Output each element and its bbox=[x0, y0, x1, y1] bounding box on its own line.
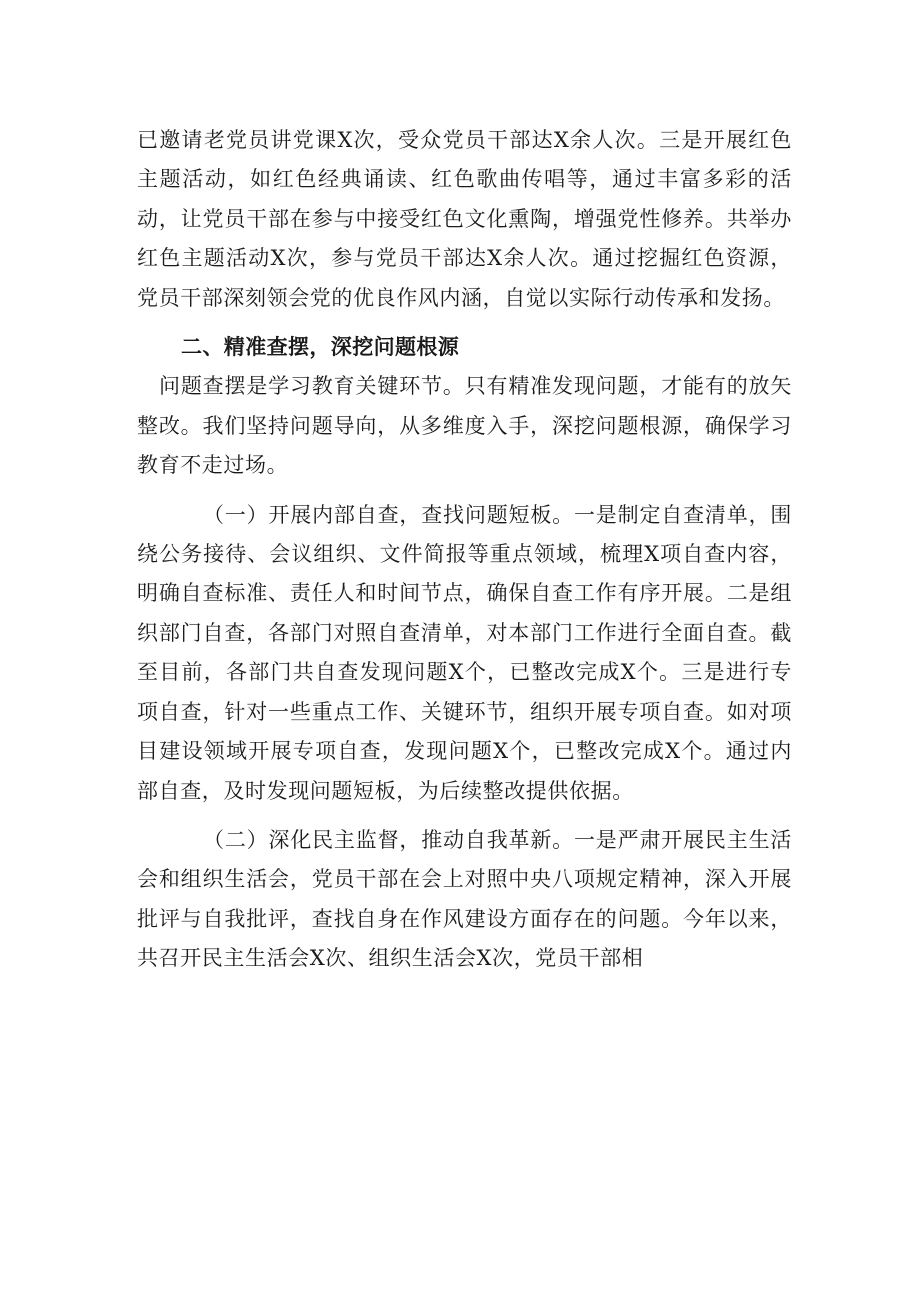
spacer bbox=[137, 486, 792, 496]
spacer bbox=[137, 811, 792, 821]
document-body bbox=[137, 121, 792, 979]
paragraph-internal-self-check: （一）开展内部自查，查找问题短板。一是制定自查清单，围绕公务接待、会议组织、文件简报等重点领域，梳理X项自查内容，明确自查标准、责任人和时间节点，确保自查工作有序开展。二是组织部门自查，各部门对照自查清单，对本部门工作进行全面自查。截至目前，各部门共自查发现问题X个，已整改完成X个。三是进行专项自查，针对一些重点工作、关键环节，组织开展专项自查。如对项目建设领域开展专项自查，发现问题X个，已整改完成X个。通过内部自查，及时发现问题短板，为后续整改提供依据。 bbox=[137, 502, 792, 803]
section-heading: 二、精准查摆，深挖问题根源 bbox=[181, 335, 460, 360]
paragraph-democratic-supervision: （二）深化民主监督，推动自我革新。一是严肃开展民主生活会和组织生活会，党员干部在会上对照中央八项规定精神，深入开展批评与自我批评，查找自身在作风建设方面存在的问题。今年以来，共召开民主生活会X次、组织生活会X次，党员干部相 bbox=[137, 827, 792, 971]
paragraph-red-resources: 已邀请老党员讲党课X次，受众党员干部达X余人次。三是开展红色主题活动，如红色经典诵读、红色歌曲传唱等，通过丰富多彩的活动，让党员干部在参与中接受红色文化熏陶，增强党性修养。共举办红色主题活动X次，参与党员干部达X余人次。通过挖掘红色资源，党员干部深刻领会党的优良作风内涵，自觉以实际行动传承和发扬。 bbox=[137, 128, 792, 310]
paragraph-problem-intro: 问题查摆是学习教育关键环节。只有精准发现问题，才能有的放矢整改。我们坚持问题导向，从多维度入手，深挖问题根源，确保学习教育不走过场。 bbox=[137, 374, 792, 478]
spacer bbox=[137, 318, 792, 328]
